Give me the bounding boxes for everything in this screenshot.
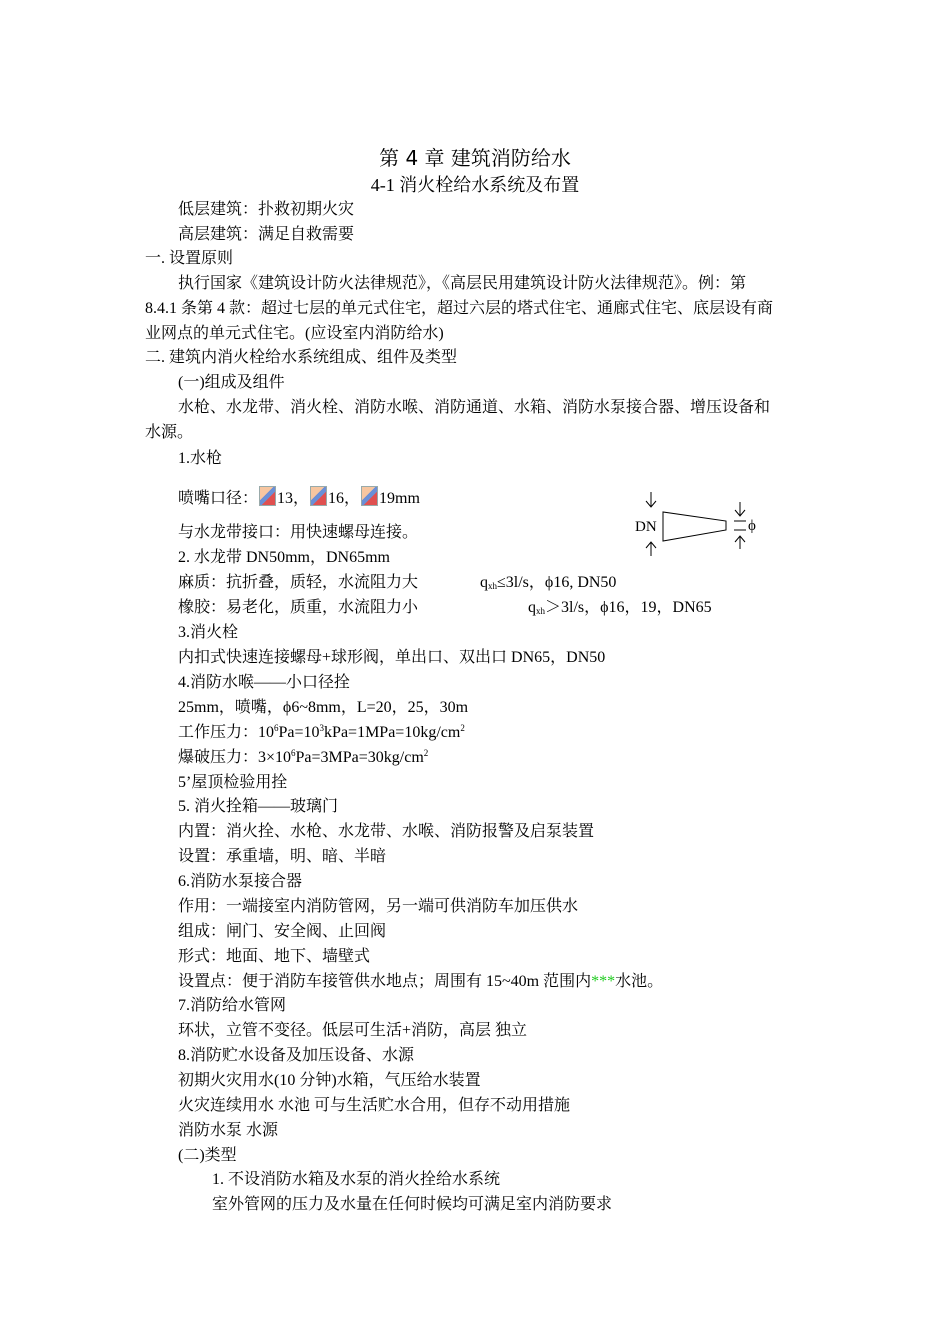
s1-heading: 一. 设置原则 bbox=[145, 250, 234, 267]
types-heading: (二)类型 bbox=[178, 1147, 237, 1164]
hose-heading: 2. 水龙带 DN50mm，DN65mm bbox=[178, 549, 391, 566]
hosereel-spec: 25mm，喷嘴，ϕ6~8mm，L=20，25，30m bbox=[178, 699, 469, 716]
pipe-desc: 环状，立管不变径。低层可生活+消防，高层 独立 bbox=[178, 1022, 528, 1039]
hydrant-heading: 3.消火栓 bbox=[178, 624, 239, 641]
bp-b: Pa=3MPa=30kg/cm bbox=[295, 749, 424, 766]
box-heading: 5. 消火拴箱——玻璃门 bbox=[178, 798, 339, 815]
nozzle-label: 喷嘴口径： bbox=[178, 490, 259, 507]
section-subtitle: 4-1 消火栓给水系统及布置 bbox=[370, 175, 580, 195]
s1-para-line3: 业网点的单元式住宅。(应设室内消防给水) bbox=[145, 325, 444, 342]
s2-heading: 二. 建筑内消火栓给水系统组成、组件及类型 bbox=[145, 349, 458, 366]
adapter-form: 形式：地面、地下、墙壁式 bbox=[178, 948, 371, 965]
roof-test-hydrant: 5’屋顶检验用拴 bbox=[178, 774, 288, 791]
s1-para-line1: 执行国家《建筑设计防火法律规范》，《高层民用建筑设计防火法律规范》。例：第 bbox=[178, 275, 747, 292]
broken-image-icon bbox=[310, 486, 327, 506]
pipe-heading: 7.消防给水管网 bbox=[178, 997, 287, 1014]
loc-text-a: 设置点：便于消防车接管供水地点；周围有 15~40m 范围内 bbox=[178, 973, 592, 990]
burst-pressure bbox=[178, 748, 428, 768]
components-line2: 水源。 bbox=[145, 424, 194, 441]
hydrant-desc: 内扣式快速连接螺母+球形阀，单出口、双出口 DN65，DN50 bbox=[178, 649, 606, 666]
adapter-composition: 组成：闸门、安全阀、止回阀 bbox=[178, 923, 387, 940]
nozzle-shape bbox=[663, 512, 726, 541]
hose-rubber: 橡胶：易老化，质重，水流阻力小 bbox=[178, 599, 419, 616]
bp-a: 爆破压力：3×10 bbox=[178, 749, 292, 766]
nozzle-d1: 13， bbox=[277, 490, 310, 507]
nozzle-d3: 19mm bbox=[379, 490, 420, 507]
adapter-function: 作用：一端接室内消防管网，另一端可供消防车加压供水 bbox=[178, 898, 579, 915]
box-setup: 设置：承重墙，明、暗、半暗 bbox=[178, 848, 387, 865]
nozzle-diameter-line bbox=[178, 486, 420, 509]
wp-sup2: 3 bbox=[319, 723, 325, 733]
q-symbol: q bbox=[480, 574, 488, 591]
s2-sub1: (一)组成及组件 bbox=[178, 374, 285, 391]
diagram-dn-label: DN bbox=[635, 519, 657, 535]
hose-rubber-condition bbox=[528, 598, 712, 618]
wp-b: Pa=10 bbox=[278, 724, 320, 741]
broken-image-icon bbox=[361, 486, 378, 506]
box-inside: 内置：消火拴、水枪、水龙带、水喉、消防报警及启泵装置 bbox=[178, 823, 595, 840]
wp-sup3: 2 bbox=[460, 723, 465, 733]
intro-high: 高层建筑：满足自救需要 bbox=[178, 226, 355, 243]
hemp-cond-text: ≤3l/s，ϕ16, DN50 bbox=[497, 574, 617, 591]
types-item1-desc: 室外管网的压力及水量在任何时候均可满足室内消防要求 bbox=[212, 1196, 613, 1213]
wp-c: kPa=1MPa=10kg/cm bbox=[324, 724, 461, 741]
bp-sup1: 6 bbox=[291, 748, 296, 758]
adapter-heading: 6.消防水泵接合器 bbox=[178, 873, 303, 890]
wp-sup1: 6 bbox=[274, 723, 279, 733]
q-symbol: q bbox=[528, 599, 536, 616]
hose-hemp: 麻质：抗折叠，质轻，水流阻力大 bbox=[178, 574, 419, 591]
broken-image-icon bbox=[259, 486, 276, 506]
storage-heading: 8.消防贮水设备及加压设备、水源 bbox=[178, 1047, 415, 1064]
loc-stars: *** bbox=[591, 973, 616, 990]
hosereel-heading: 4.消防水喉——小口径拴 bbox=[178, 674, 351, 691]
diagram-phi-label: ϕ bbox=[748, 518, 756, 534]
storage-line3: 消防水泵 水源 bbox=[178, 1122, 279, 1139]
adapter-location bbox=[178, 972, 663, 992]
gun-heading: 1.水枪 bbox=[178, 450, 223, 467]
working-pressure bbox=[178, 723, 465, 743]
components-line1: 水枪、水龙带、消火栓、消防水喉、消防通道、水箱、消防水泵接合器、增压设备和 bbox=[178, 399, 771, 416]
types-item1: 1. 不设消防水箱及水泵的消火拴给水系统 bbox=[212, 1171, 501, 1188]
nozzle-d2: 16， bbox=[328, 490, 361, 507]
s1-para-line2: 8.4.1 条第 4 款：超过七层的单元式住宅，超过六层的塔式住宅、通廊式住宅、底层设有商 bbox=[145, 300, 774, 317]
q-subscript: xh bbox=[488, 581, 497, 591]
rubber-cond-text: ＞3l/s，ϕ16，19，DN65 bbox=[545, 599, 712, 616]
loc-text-b: 水池。 bbox=[615, 973, 664, 990]
hose-hemp-condition bbox=[480, 573, 616, 593]
bp-sup2: 2 bbox=[423, 748, 429, 758]
intro-low: 低层建筑：扑救初期火灾 bbox=[178, 201, 355, 218]
page-title: 第 4 章 建筑消防给水 bbox=[379, 146, 571, 170]
wp-a: 工作压力：10 bbox=[178, 724, 275, 741]
nozzle-diagram bbox=[630, 486, 765, 562]
q-subscript: xh bbox=[536, 606, 545, 616]
gun-connect: 与水龙带接口：用快速螺母连接。 bbox=[178, 524, 419, 541]
storage-line2: 火灾连续用水 水池 可与生活贮水合用，但存不动用措施 bbox=[178, 1097, 571, 1114]
storage-line1: 初期火灾用水(10 分钟)水箱，气压给水装置 bbox=[178, 1072, 481, 1089]
